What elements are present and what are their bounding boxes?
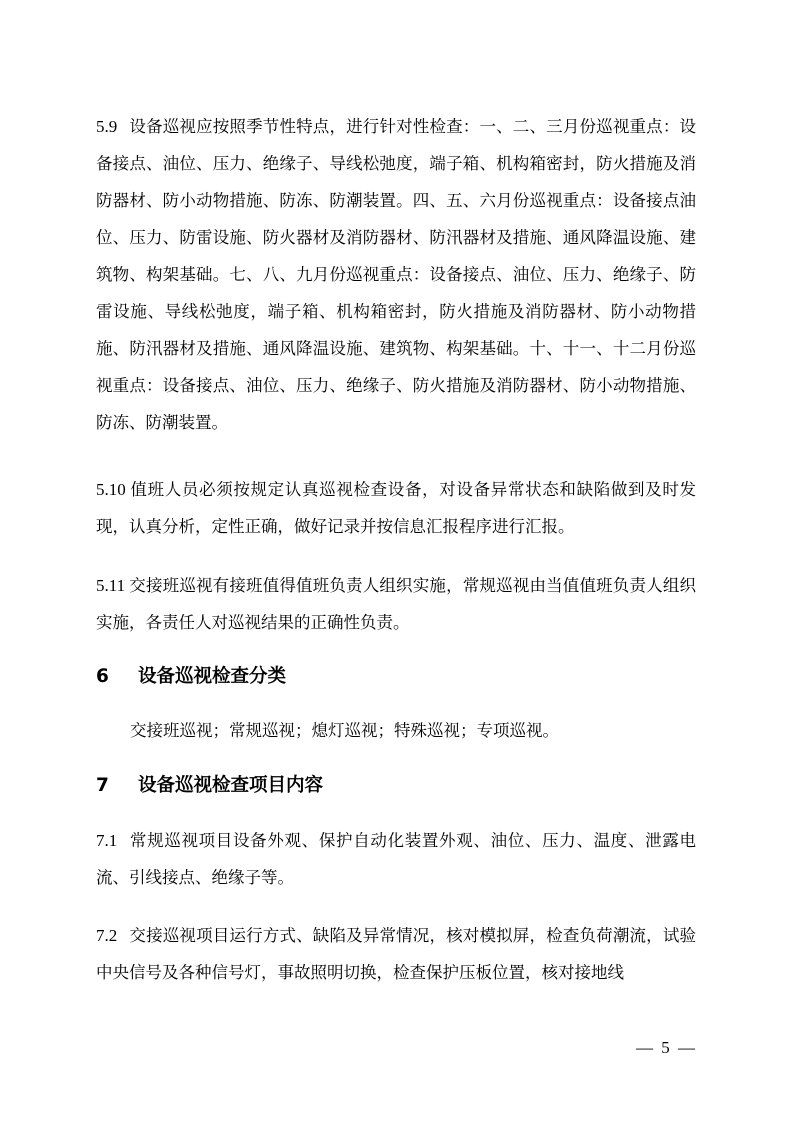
heading-6 — [96, 662, 696, 692]
heading-number: 7 — [96, 775, 109, 796]
section-number: 7.1 — [96, 831, 118, 850]
heading-title: 设备巡视检查项目内容 — [138, 775, 324, 796]
section-number: 5.9 — [96, 117, 118, 136]
section-number: 7.2 — [96, 926, 118, 945]
section-6-body: 交接班巡视；常规巡视；熄灯巡视；特殊巡视；专项巡视。 — [130, 721, 559, 740]
section-text: 设备巡视应按照季节性特点，进行针对性检查：一、二、三月份巡视重点：设备接点、油位、压力、绝缘子、导线松弛度，端子箱、机构箱密封，防火措施及消防器材、防小动物措施、防冻、防潮装置。四、五、六月份巡视重点：设备接点油位、压力、防雷设施、防火器材及消防器材、防汛器材及措施、通风降温设施、建筑物、构架基础。七、八、九月份巡视重点：设备接点、油位、压力、绝缘子、防雷设施、导线松弛度，端子箱、机构箱密封，防火措施及消防器材、防小动物措施、防汛器材及措施、通风降温设施、建筑物、构架基础。十、十一、十二月份巡视重点：设备接点、油位、压力、绝缘子、防火措施及消防器材、防小动物措施、防冻、防潮装置。 — [96, 117, 696, 432]
section-5-9 — [96, 108, 696, 441]
section-5-10 — [96, 471, 696, 545]
section-text: 常规巡视项目设备外观、保护自动化装置外观、油位、压力、温度、泄露电流、引线接点、绝缘子等。 — [96, 831, 696, 887]
section-text: 交接巡视项目运行方式、缺陷及异常情况，核对模拟屏，检查负荷潮流，试验中央信号及各种信号灯，事故照明切换，检查保护压板位置，核对接地线 — [96, 926, 696, 982]
section-text: 交接班巡视有接班值得值班负责人组织实施，常规巡视由当值值班负责人组织实施，各责任人对巡视结果的正确性负责。 — [96, 576, 696, 632]
section-7-2 — [96, 917, 696, 991]
section-number: 5.10 — [96, 480, 126, 499]
section-5-11 — [96, 567, 696, 641]
page-number: — 5 — — [636, 1038, 697, 1057]
section-number: 5.11 — [96, 576, 126, 595]
heading-7 — [96, 771, 696, 801]
section-7-1 — [96, 822, 696, 896]
heading-title: 设备巡视检查分类 — [138, 666, 287, 687]
section-text: 值班人员必须按规定认真巡视检查设备，对设备异常状态和缺陷做到及时发现，认真分析，定性正确，做好记录并按信息汇报程序进行汇报。 — [96, 480, 696, 536]
heading-number: 6 — [96, 666, 109, 687]
